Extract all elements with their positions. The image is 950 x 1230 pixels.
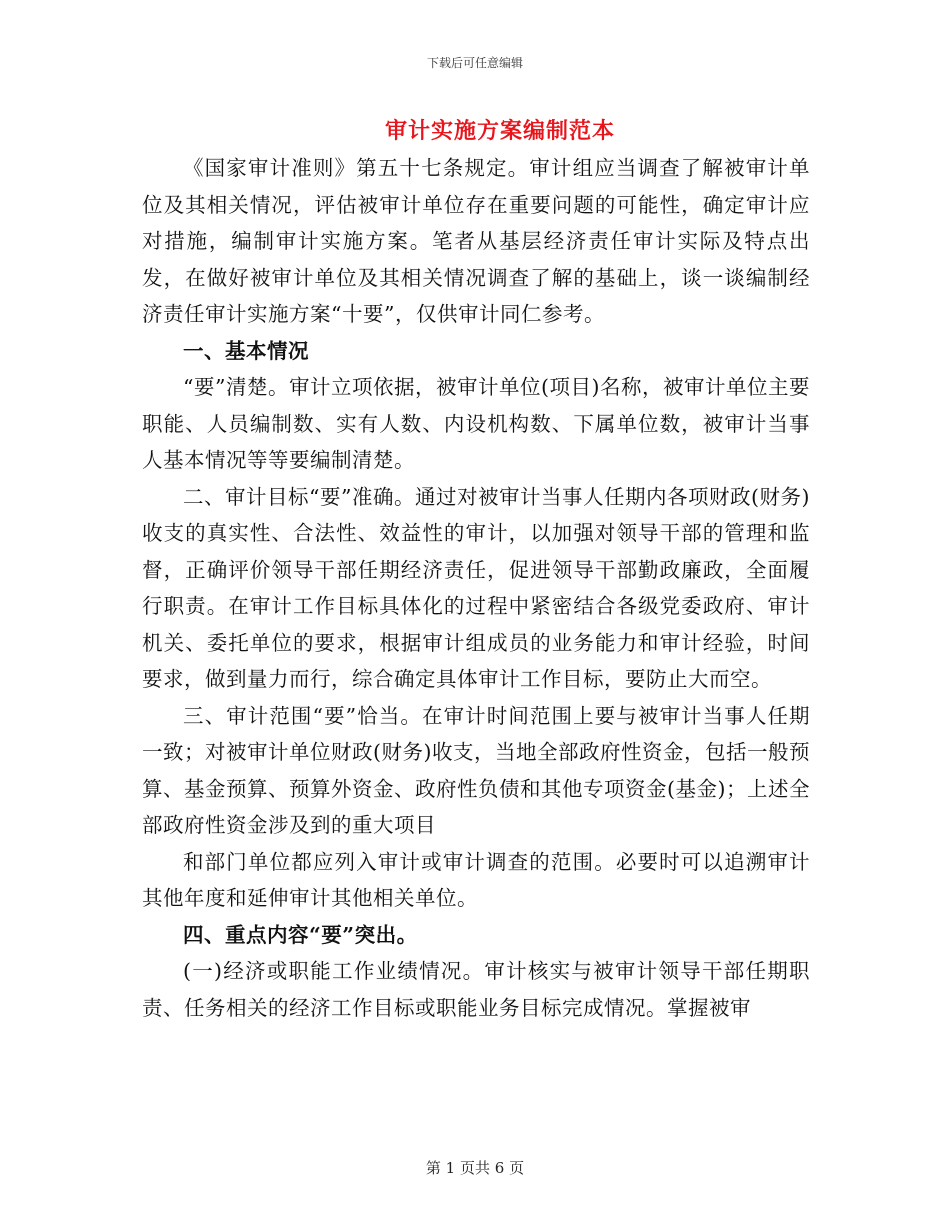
paragraph-audit-scope-continued: 和部门单位都应列入审计或审计调查的范围。必要时可以追溯审计其他年度和延伸审计其他相关单位。 bbox=[142, 849, 810, 910]
heading-basic-info: 一、基本情况 bbox=[183, 338, 309, 363]
paragraph-audit-scope: 三、审计范围“要”恰当。在审计时间范围上要与被审计当事人任期一致；对被审计单位财政(财务)收支，当地全部政府性资金，包括一般预算、基金预算、预算外资金、政府性负债和其他专项资金(基金)；上述全部政府性资金涉及到的重大项目 bbox=[142, 703, 810, 837]
page-number: 第 1 页共 6 页 bbox=[425, 1159, 525, 1177]
paragraph-basic-info: “要”清楚。审计立项依据，被审计单位(项目)名称，被审计单位主要职能、人员编制数、实有人数、内设机构数、下属单位数，被审计当事人基本情况等等要编制清楚。 bbox=[142, 375, 810, 472]
paragraph-performance: (一)经济或职能工作业绩情况。审计核实与被审计领导干部任期职责、任务相关的经济工作目标或职能业务目标完成情况。掌握被审 bbox=[142, 959, 810, 1020]
header-note: 下载后可任意编辑 bbox=[426, 56, 523, 70]
document-body bbox=[142, 150, 810, 1026]
heading-key-content: 四、重点内容“要”突出。 bbox=[183, 922, 418, 947]
paragraph-intro: 《国家审计准则》第五十七条规定。审计组应当调查了解被审计单位及其相关情况，评估被审计单位存在重要问题的可能性，确定审计应对措施，编制审计实施方案。笔者从基层经济责任审计实际及特点出发，在做好被审计单位及其相关情况调查了解的基础上，谈一谈编制经济责任审计实施方案“十要”，仅供审计同仁参考。 bbox=[142, 156, 810, 326]
paragraph-audit-objective: 二、审计目标“要”准确。通过对被审计当事人任期内各项财政(财务)收支的真实性、合法性、效益性的审计，以加强对领导干部的管理和监督，正确评价领导干部任期经济责任，促进领导干部勤政廉政，全面履行职责。在审计工作目标具体化的过程中紧密结合各级党委政府、审计机关、委托单位的要求，根据审计组成员的业务能力和审计经验，时间要求，做到量力而行，综合确定具体审计工作目标，要防止大而空。 bbox=[142, 484, 810, 691]
document-title: 审计实施方案编制范本 bbox=[384, 118, 615, 144]
